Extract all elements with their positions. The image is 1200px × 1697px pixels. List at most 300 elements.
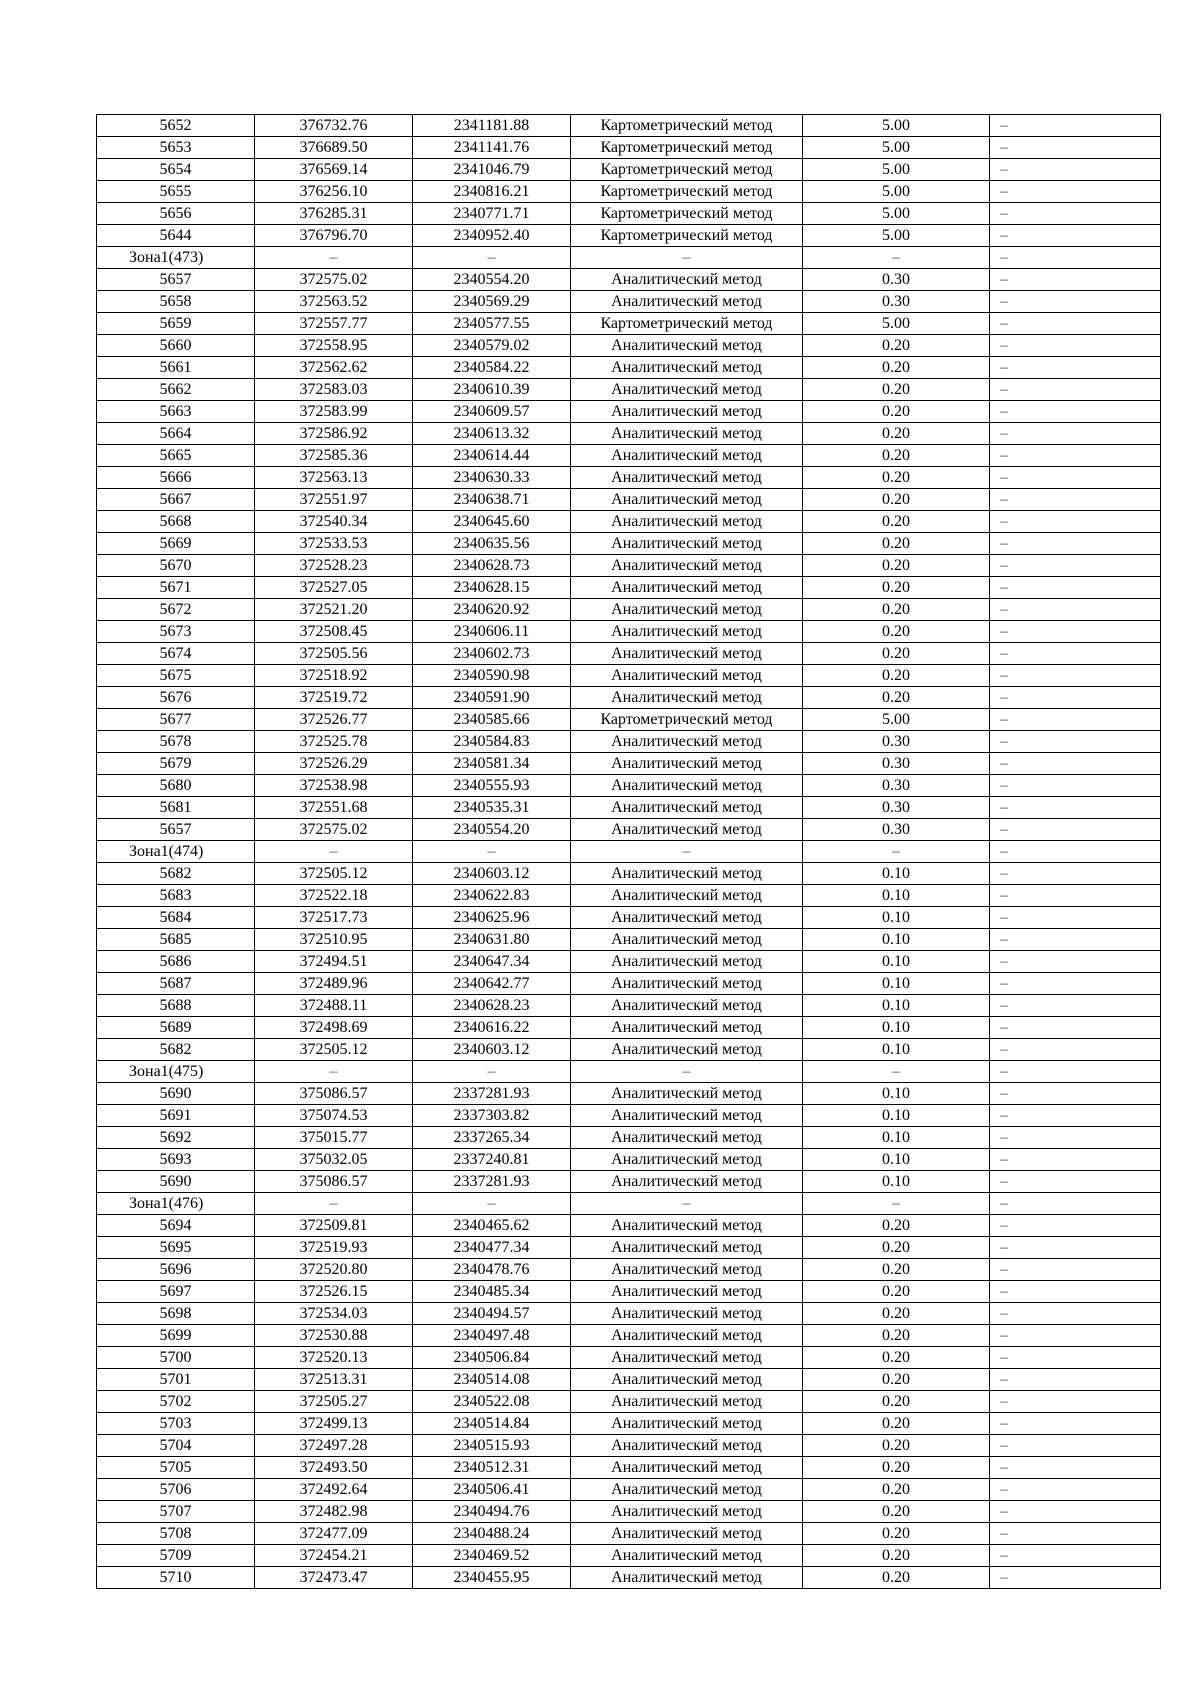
accuracy-cell: 0.10 <box>803 907 990 929</box>
x-coordinate-cell: 376569.14 <box>255 159 413 181</box>
description-cell: – <box>990 1391 1161 1413</box>
table-row <box>97 291 1161 313</box>
description-cell: – <box>990 379 1161 401</box>
y-coordinate-cell: 2340455.95 <box>413 1567 571 1589</box>
point-number-cell: 5683 <box>97 885 255 907</box>
table-row <box>97 599 1161 621</box>
description-cell: – <box>990 1281 1161 1303</box>
x-coordinate-cell: 376285.31 <box>255 203 413 225</box>
y-coordinate-cell: 2340645.60 <box>413 511 571 533</box>
y-coordinate-cell: 2340555.93 <box>413 775 571 797</box>
x-coordinate-cell: 372583.03 <box>255 379 413 401</box>
method-cell: – <box>571 841 803 863</box>
method-cell: Аналитический метод <box>571 1567 803 1589</box>
accuracy-cell: 0.10 <box>803 1083 990 1105</box>
point-number-cell: 5688 <box>97 995 255 1017</box>
x-coordinate-cell: 372510.95 <box>255 929 413 951</box>
y-coordinate-cell: 2340506.41 <box>413 1479 571 1501</box>
accuracy-cell: 0.20 <box>803 1259 990 1281</box>
accuracy-cell: 0.20 <box>803 599 990 621</box>
x-coordinate-cell: 372489.96 <box>255 973 413 995</box>
table-row <box>97 621 1161 643</box>
point-number-cell: 5704 <box>97 1435 255 1457</box>
table-row <box>97 137 1161 159</box>
x-coordinate-cell: 372519.72 <box>255 687 413 709</box>
table-row <box>97 511 1161 533</box>
description-cell: – <box>990 1259 1161 1281</box>
description-cell: – <box>990 533 1161 555</box>
x-coordinate-cell: 372526.29 <box>255 753 413 775</box>
x-coordinate-cell: 376796.70 <box>255 225 413 247</box>
table-row <box>97 995 1161 1017</box>
table-row <box>97 1105 1161 1127</box>
y-coordinate-cell: 2340602.73 <box>413 643 571 665</box>
accuracy-cell: 0.30 <box>803 291 990 313</box>
x-coordinate-cell: – <box>255 1061 413 1083</box>
accuracy-cell: 5.00 <box>803 137 990 159</box>
accuracy-cell: 0.10 <box>803 885 990 907</box>
x-coordinate-cell: 372492.64 <box>255 1479 413 1501</box>
x-coordinate-cell: 372534.03 <box>255 1303 413 1325</box>
x-coordinate-cell: 372528.23 <box>255 555 413 577</box>
x-coordinate-cell: 372586.92 <box>255 423 413 445</box>
x-coordinate-cell: 372505.56 <box>255 643 413 665</box>
table-row <box>97 1413 1161 1435</box>
description-cell: – <box>990 423 1161 445</box>
accuracy-cell: – <box>803 1061 990 1083</box>
accuracy-cell: 0.30 <box>803 269 990 291</box>
method-cell: Аналитический метод <box>571 1127 803 1149</box>
x-coordinate-cell: 372519.93 <box>255 1237 413 1259</box>
accuracy-cell: 0.10 <box>803 1127 990 1149</box>
table-row <box>97 1391 1161 1413</box>
coordinates-table <box>96 114 1161 1589</box>
x-coordinate-cell: 372517.73 <box>255 907 413 929</box>
accuracy-cell: 0.20 <box>803 1391 990 1413</box>
accuracy-cell: 0.20 <box>803 401 990 423</box>
description-cell: – <box>990 1215 1161 1237</box>
y-coordinate-cell: 2340581.34 <box>413 753 571 775</box>
point-number-cell: 5665 <box>97 445 255 467</box>
table-row <box>97 819 1161 841</box>
accuracy-cell: 0.10 <box>803 1017 990 1039</box>
x-coordinate-cell: 372499.13 <box>255 1413 413 1435</box>
table-row <box>97 1523 1161 1545</box>
method-cell: Аналитический метод <box>571 951 803 973</box>
point-number-cell: 5706 <box>97 1479 255 1501</box>
table-row <box>97 1039 1161 1061</box>
description-cell: – <box>990 907 1161 929</box>
method-cell: Картометрический метод <box>571 115 803 137</box>
point-number-cell: 5686 <box>97 951 255 973</box>
description-cell: – <box>990 467 1161 489</box>
x-coordinate-cell: 372583.99 <box>255 401 413 423</box>
y-coordinate-cell: 2340590.98 <box>413 665 571 687</box>
description-cell: – <box>990 665 1161 687</box>
y-coordinate-cell: 2340506.84 <box>413 1347 571 1369</box>
description-cell: – <box>990 1149 1161 1171</box>
accuracy-cell: 0.10 <box>803 951 990 973</box>
table-row <box>97 1347 1161 1369</box>
y-coordinate-cell: 2340614.44 <box>413 445 571 467</box>
y-coordinate-cell: 2340488.24 <box>413 1523 571 1545</box>
point-number-cell: 5657 <box>97 269 255 291</box>
method-cell: Аналитический метод <box>571 1281 803 1303</box>
table-row <box>97 1545 1161 1567</box>
table-row <box>97 1215 1161 1237</box>
accuracy-cell: – <box>803 841 990 863</box>
accuracy-cell: 0.30 <box>803 819 990 841</box>
point-number-cell: 5675 <box>97 665 255 687</box>
method-cell: Аналитический метод <box>571 511 803 533</box>
method-cell: Аналитический метод <box>571 885 803 907</box>
x-coordinate-cell: – <box>255 1193 413 1215</box>
y-coordinate-cell: 2341181.88 <box>413 115 571 137</box>
point-number-cell: 5654 <box>97 159 255 181</box>
description-cell: – <box>990 1369 1161 1391</box>
table-row <box>97 863 1161 885</box>
method-cell: Аналитический метод <box>571 1105 803 1127</box>
accuracy-cell: 0.20 <box>803 665 990 687</box>
point-number-cell: 5676 <box>97 687 255 709</box>
table-row <box>97 577 1161 599</box>
point-number-cell: 5660 <box>97 335 255 357</box>
description-cell: – <box>990 247 1161 269</box>
table-row <box>97 225 1161 247</box>
table-row <box>97 313 1161 335</box>
point-number-cell: 5671 <box>97 577 255 599</box>
accuracy-cell: 0.20 <box>803 357 990 379</box>
method-cell: Аналитический метод <box>571 555 803 577</box>
method-cell: Аналитический метод <box>571 467 803 489</box>
method-cell: Аналитический метод <box>571 643 803 665</box>
accuracy-cell: 0.20 <box>803 511 990 533</box>
point-number-cell: 5689 <box>97 1017 255 1039</box>
table-row <box>97 951 1161 973</box>
method-cell: Аналитический метод <box>571 1413 803 1435</box>
method-cell: Аналитический метод <box>571 1325 803 1347</box>
method-cell: Аналитический метод <box>571 1017 803 1039</box>
point-number-cell: 5673 <box>97 621 255 643</box>
accuracy-cell: 0.30 <box>803 753 990 775</box>
point-number-cell: 5694 <box>97 1215 255 1237</box>
point-number-cell: 5664 <box>97 423 255 445</box>
method-cell: Аналитический метод <box>571 1523 803 1545</box>
y-coordinate-cell: 2340535.31 <box>413 797 571 819</box>
description-cell: – <box>990 687 1161 709</box>
accuracy-cell: 0.20 <box>803 1325 990 1347</box>
y-coordinate-cell: 2340816.21 <box>413 181 571 203</box>
y-coordinate-cell: 2337265.34 <box>413 1127 571 1149</box>
point-number-cell: 5705 <box>97 1457 255 1479</box>
y-coordinate-cell: 2340606.11 <box>413 621 571 643</box>
point-number-cell: Зона1(475) <box>97 1061 255 1083</box>
table-row <box>97 753 1161 775</box>
table-row <box>97 423 1161 445</box>
method-cell: Картометрический метод <box>571 203 803 225</box>
table-row <box>97 907 1161 929</box>
y-coordinate-cell: 2340522.08 <box>413 1391 571 1413</box>
description-cell: – <box>990 137 1161 159</box>
method-cell: Аналитический метод <box>571 929 803 951</box>
accuracy-cell: 0.20 <box>803 467 990 489</box>
accuracy-cell: 5.00 <box>803 225 990 247</box>
method-cell: Аналитический метод <box>571 1303 803 1325</box>
y-coordinate-cell: 2340512.31 <box>413 1457 571 1479</box>
point-number-cell: 5708 <box>97 1523 255 1545</box>
accuracy-cell: 0.20 <box>803 687 990 709</box>
table-row <box>97 1325 1161 1347</box>
x-coordinate-cell: 372558.95 <box>255 335 413 357</box>
x-coordinate-cell: 372505.27 <box>255 1391 413 1413</box>
y-coordinate-cell: 2340622.83 <box>413 885 571 907</box>
point-number-cell: 5702 <box>97 1391 255 1413</box>
y-coordinate-cell: 2340631.80 <box>413 929 571 951</box>
y-coordinate-cell: 2340647.34 <box>413 951 571 973</box>
description-cell: – <box>990 1347 1161 1369</box>
accuracy-cell: 0.20 <box>803 533 990 555</box>
accuracy-cell: 0.30 <box>803 797 990 819</box>
point-number-cell: 5679 <box>97 753 255 775</box>
method-cell: Аналитический метод <box>571 1479 803 1501</box>
description-cell: – <box>990 269 1161 291</box>
method-cell: Картометрический метод <box>571 159 803 181</box>
description-cell: – <box>990 995 1161 1017</box>
y-coordinate-cell: 2340494.57 <box>413 1303 571 1325</box>
method-cell: Аналитический метод <box>571 797 803 819</box>
method-cell: Аналитический метод <box>571 423 803 445</box>
description-cell: – <box>990 181 1161 203</box>
description-cell: – <box>990 1303 1161 1325</box>
description-cell: – <box>990 203 1161 225</box>
x-coordinate-cell: 372454.21 <box>255 1545 413 1567</box>
y-coordinate-cell: 2340635.56 <box>413 533 571 555</box>
y-coordinate-cell: 2341141.76 <box>413 137 571 159</box>
point-number-cell: 5703 <box>97 1413 255 1435</box>
table-row <box>97 687 1161 709</box>
method-cell: Аналитический метод <box>571 995 803 1017</box>
description-cell: – <box>990 775 1161 797</box>
point-number-cell: 5687 <box>97 973 255 995</box>
x-coordinate-cell: 372482.98 <box>255 1501 413 1523</box>
accuracy-cell: 0.20 <box>803 445 990 467</box>
table-row <box>97 885 1161 907</box>
method-cell: – <box>571 247 803 269</box>
x-coordinate-cell: 372551.97 <box>255 489 413 511</box>
method-cell: Аналитический метод <box>571 973 803 995</box>
table-row <box>97 379 1161 401</box>
accuracy-cell: 0.20 <box>803 1501 990 1523</box>
point-number-cell: 5663 <box>97 401 255 423</box>
point-number-cell: 5684 <box>97 907 255 929</box>
table-row <box>97 973 1161 995</box>
description-cell: – <box>990 511 1161 533</box>
x-coordinate-cell: 372520.80 <box>255 1259 413 1281</box>
y-coordinate-cell: 2340584.22 <box>413 357 571 379</box>
point-number-cell: 5692 <box>97 1127 255 1149</box>
description-cell: – <box>990 621 1161 643</box>
point-number-cell: 5659 <box>97 313 255 335</box>
y-coordinate-cell: 2340771.71 <box>413 203 571 225</box>
method-cell: Аналитический метод <box>571 1149 803 1171</box>
method-cell: Аналитический метод <box>571 379 803 401</box>
method-cell: Аналитический метод <box>571 1347 803 1369</box>
y-coordinate-cell: 2337281.93 <box>413 1171 571 1193</box>
table-row <box>97 269 1161 291</box>
description-cell: – <box>990 1171 1161 1193</box>
point-number-cell: 5685 <box>97 929 255 951</box>
accuracy-cell: 5.00 <box>803 313 990 335</box>
accuracy-cell: 0.20 <box>803 1369 990 1391</box>
method-cell: Картометрический метод <box>571 225 803 247</box>
y-coordinate-cell: 2340554.20 <box>413 269 571 291</box>
point-number-cell: Зона1(473) <box>97 247 255 269</box>
description-cell: – <box>990 1105 1161 1127</box>
accuracy-cell: 0.20 <box>803 1347 990 1369</box>
y-coordinate-cell: 2340610.39 <box>413 379 571 401</box>
point-number-cell: 5653 <box>97 137 255 159</box>
y-coordinate-cell: 2341046.79 <box>413 159 571 181</box>
point-number-cell: 5697 <box>97 1281 255 1303</box>
point-number-cell: 5667 <box>97 489 255 511</box>
description-cell: – <box>990 225 1161 247</box>
y-coordinate-cell: 2340625.96 <box>413 907 571 929</box>
x-coordinate-cell: – <box>255 247 413 269</box>
table-row <box>97 709 1161 731</box>
accuracy-cell: 0.20 <box>803 1215 990 1237</box>
accuracy-cell: 0.20 <box>803 555 990 577</box>
accuracy-cell: 0.20 <box>803 1303 990 1325</box>
description-cell: – <box>990 1523 1161 1545</box>
point-number-cell: 5699 <box>97 1325 255 1347</box>
description-cell: – <box>990 555 1161 577</box>
point-number-cell: 5691 <box>97 1105 255 1127</box>
point-number-cell: 5677 <box>97 709 255 731</box>
point-number-cell: 5656 <box>97 203 255 225</box>
table-row <box>97 1281 1161 1303</box>
x-coordinate-cell: 372498.69 <box>255 1017 413 1039</box>
accuracy-cell: 0.10 <box>803 1105 990 1127</box>
method-cell: Аналитический метод <box>571 1171 803 1193</box>
x-coordinate-cell: 376256.10 <box>255 181 413 203</box>
accuracy-cell: 5.00 <box>803 159 990 181</box>
description-cell: – <box>990 1193 1161 1215</box>
x-coordinate-cell: 375074.53 <box>255 1105 413 1127</box>
y-coordinate-cell: 2340952.40 <box>413 225 571 247</box>
accuracy-cell: 0.20 <box>803 643 990 665</box>
point-number-cell: 5698 <box>97 1303 255 1325</box>
method-cell: Аналитический метод <box>571 753 803 775</box>
point-number-cell: 5693 <box>97 1149 255 1171</box>
description-cell: – <box>990 819 1161 841</box>
x-coordinate-cell: – <box>255 841 413 863</box>
table-row <box>97 1567 1161 1589</box>
point-number-cell: 5666 <box>97 467 255 489</box>
description-cell: – <box>990 731 1161 753</box>
x-coordinate-cell: 372497.28 <box>255 1435 413 1457</box>
coordinates-table-body <box>97 115 1161 1589</box>
table-row <box>97 445 1161 467</box>
accuracy-cell: 0.10 <box>803 1039 990 1061</box>
x-coordinate-cell: 375015.77 <box>255 1127 413 1149</box>
description-cell: – <box>990 863 1161 885</box>
table-row <box>97 555 1161 577</box>
x-coordinate-cell: 372575.02 <box>255 269 413 291</box>
accuracy-cell: 5.00 <box>803 709 990 731</box>
point-number-cell: 5669 <box>97 533 255 555</box>
point-number-cell: 5652 <box>97 115 255 137</box>
description-cell: – <box>990 1457 1161 1479</box>
description-cell: – <box>990 643 1161 665</box>
accuracy-cell: 0.20 <box>803 1281 990 1303</box>
description-cell: – <box>990 1435 1161 1457</box>
y-coordinate-cell: 2340591.90 <box>413 687 571 709</box>
x-coordinate-cell: 375086.57 <box>255 1083 413 1105</box>
table-row <box>97 775 1161 797</box>
y-coordinate-cell: 2340569.29 <box>413 291 571 313</box>
method-cell: Аналитический метод <box>571 1237 803 1259</box>
accuracy-cell: 5.00 <box>803 181 990 203</box>
method-cell: Картометрический метод <box>571 137 803 159</box>
x-coordinate-cell: 376689.50 <box>255 137 413 159</box>
y-coordinate-cell: 2340628.73 <box>413 555 571 577</box>
method-cell: Аналитический метод <box>571 533 803 555</box>
y-coordinate-cell: – <box>413 1061 571 1083</box>
accuracy-cell: 0.20 <box>803 1413 990 1435</box>
description-cell: – <box>990 1479 1161 1501</box>
description-cell: – <box>990 445 1161 467</box>
x-coordinate-cell: 372505.12 <box>255 863 413 885</box>
accuracy-cell: 5.00 <box>803 115 990 137</box>
method-cell: Аналитический метод <box>571 907 803 929</box>
table-row <box>97 335 1161 357</box>
accuracy-cell: 0.10 <box>803 929 990 951</box>
description-cell: – <box>990 709 1161 731</box>
description-cell: – <box>990 1237 1161 1259</box>
method-cell: Аналитический метод <box>571 1083 803 1105</box>
y-coordinate-cell: 2340616.22 <box>413 1017 571 1039</box>
x-coordinate-cell: 372493.50 <box>255 1457 413 1479</box>
description-cell: – <box>990 1545 1161 1567</box>
method-cell: Аналитический метод <box>571 577 803 599</box>
point-number-cell: 5707 <box>97 1501 255 1523</box>
description-cell: – <box>990 291 1161 313</box>
description-cell: – <box>990 841 1161 863</box>
accuracy-cell: 0.20 <box>803 1545 990 1567</box>
x-coordinate-cell: 372508.45 <box>255 621 413 643</box>
y-coordinate-cell: 2340477.34 <box>413 1237 571 1259</box>
accuracy-cell: 0.20 <box>803 577 990 599</box>
description-cell: – <box>990 1017 1161 1039</box>
y-coordinate-cell: 2340485.34 <box>413 1281 571 1303</box>
accuracy-cell: 0.10 <box>803 1149 990 1171</box>
method-cell: Аналитический метод <box>571 665 803 687</box>
x-coordinate-cell: 372509.81 <box>255 1215 413 1237</box>
table-row <box>97 1501 1161 1523</box>
description-cell: – <box>990 1039 1161 1061</box>
x-coordinate-cell: 372494.51 <box>255 951 413 973</box>
x-coordinate-cell: 372585.36 <box>255 445 413 467</box>
accuracy-cell: – <box>803 247 990 269</box>
method-cell: Аналитический метод <box>571 621 803 643</box>
point-number-cell: 5701 <box>97 1369 255 1391</box>
method-cell: Аналитический метод <box>571 775 803 797</box>
accuracy-cell: 0.20 <box>803 379 990 401</box>
table-row <box>97 467 1161 489</box>
method-cell: Картометрический метод <box>571 313 803 335</box>
accuracy-cell: 0.10 <box>803 973 990 995</box>
table-row <box>97 401 1161 423</box>
